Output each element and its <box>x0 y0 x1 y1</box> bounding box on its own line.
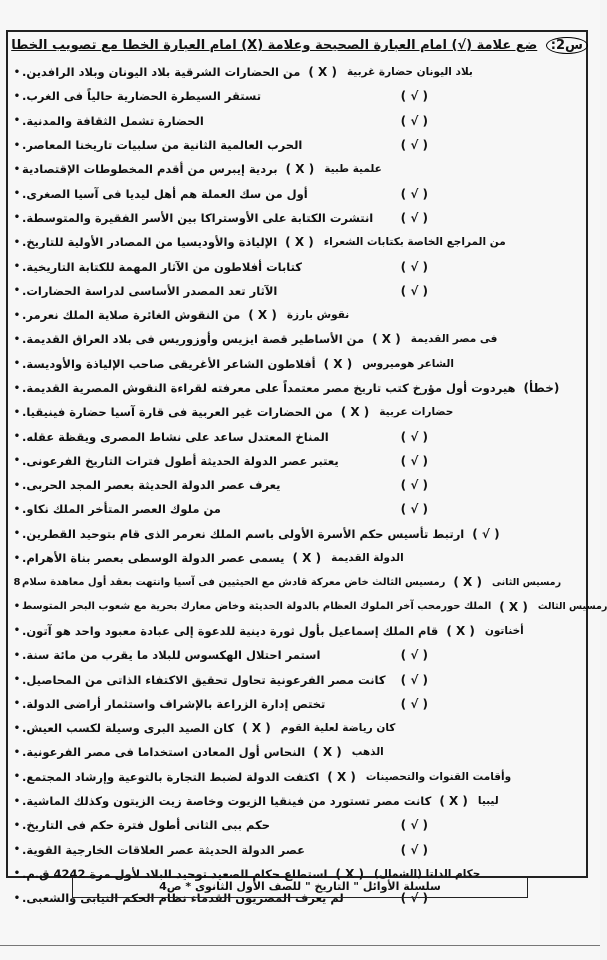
footer-text: سلسلة الأوائل " التاريخ " للصف الأول الثانوى * ص4 <box>159 880 441 893</box>
statement-text: هيردوت أول مؤرخ كتب تاريخ مصر معتمداً على معرفته لقراءة النقوش المصرية القديمة. <box>22 381 516 395</box>
statement-row <box>12 667 584 691</box>
statement-row <box>12 424 584 448</box>
statement-text: أفلاطون الشاعر الأغريقى صاحب الإلياذة والأوديسة. <box>22 356 316 371</box>
answer-mark: ( X ) <box>242 721 271 736</box>
bullet-icon: • <box>13 844 21 856</box>
bullet-icon: • <box>13 771 21 783</box>
bullet-icon: • <box>13 479 21 491</box>
answer-mark: ( X ) <box>340 405 370 420</box>
statement-row <box>12 449 584 473</box>
statement-row <box>12 716 584 740</box>
bullet-icon: • <box>13 358 21 370</box>
statement-text: اكتفت الدولة لضبط التجارة بالتوعية وإرشاد المجتمع. <box>22 769 320 784</box>
answer-mark: ( X ) <box>323 356 353 371</box>
bullet-icon: • <box>13 649 21 661</box>
statement-text: عصر الدولة الحديثة عصر العلاقات الخارجية القوية. <box>22 842 305 857</box>
bullet-icon: • <box>13 406 21 418</box>
answer-mark: ( X ) <box>327 769 356 784</box>
statement-text: الآثار تعد المصدر الأساسى لدراسة الحضارات. <box>22 283 278 298</box>
statement-row <box>12 643 584 667</box>
bullet-icon: • <box>13 746 21 758</box>
correction-text: وأقامت القنوات والتحصينات <box>365 770 512 783</box>
statement-row <box>12 740 584 764</box>
correction-text: كان رياضة لعلية القوم <box>280 722 396 735</box>
statement-text: كتابات أفلاطون من الآثار المهمة للكتابة التاريخية. <box>22 259 302 274</box>
bullet-icon: • <box>13 115 21 127</box>
answer-mark: ( X ) <box>453 575 482 590</box>
statement-text: رمسيس الثالث خاض معركة قادش مع الحيثيين فى آسيا وانتهت بعقد أول معاهدة سلام <box>22 576 446 588</box>
statement-row <box>12 400 584 424</box>
statement-row <box>12 522 584 546</box>
statement-row <box>12 376 584 400</box>
statement-row <box>12 279 584 303</box>
bullet-icon: • <box>13 892 21 904</box>
statement-text: من الأساطير قصة ايزيس وأوزوريس فى بلاد العراق القديمة. <box>22 332 365 347</box>
bullet-icon: • <box>13 868 21 880</box>
statement-row <box>12 206 584 230</box>
statement-text: بردية إيبرس من أقدم المخطوطات الإقتصادية <box>22 162 278 177</box>
statement-row <box>12 352 584 376</box>
answer-mark: ( √ ) <box>400 113 428 128</box>
bullet-icon: • <box>13 674 21 686</box>
bullet-icon: • <box>13 503 21 515</box>
statement-row <box>12 595 607 619</box>
statement-row <box>12 619 584 643</box>
answer-mark: ( X ) <box>439 794 468 809</box>
statement-text: حكم ببى الثانى أطول فترة حكم فى التاريخ. <box>22 818 271 833</box>
question-title <box>8 34 588 58</box>
statement-text: الملك حورمحب آخر الملوك العظام بالدولة الحديثة وخاض معارك بحرية مع شعوب البحر المتوسط <box>22 601 492 613</box>
statement-row <box>12 473 584 497</box>
bullet-icon: • <box>13 698 21 710</box>
correction-text: رمسيس الثالث <box>537 601 607 613</box>
bullet-icon: • <box>13 552 21 564</box>
bullet-icon: • <box>13 212 21 224</box>
statement-text: تستقر السيطرة الحضارية حالياً فى الغرب. <box>22 89 262 104</box>
statement-text: الإلياذة والأوديسيا من المصادر الأولية للتاريخ. <box>22 235 278 250</box>
statement-text: استمر احتلال الهكسوس للبلاد ما يقرب من مائة سنة. <box>22 648 321 663</box>
bullet-icon: • <box>13 139 21 151</box>
statement-row <box>12 813 584 837</box>
answer-mark: ( √ ) <box>400 453 428 468</box>
bullet-icon: • <box>13 431 21 443</box>
answer-mark: ( √ ) <box>400 818 428 833</box>
answer-mark: ( X ) <box>335 866 365 881</box>
statement-text: من النقوش الغائرة صلاية الملك نعرمر. <box>22 308 241 323</box>
statement-text: استطاع حكام الصعيد توحيد البلاد لأول مرة 4242 ق.م. <box>22 866 328 881</box>
correction-text: الذهب <box>351 746 384 759</box>
correction-text: الشاعر هوميروس <box>362 357 454 370</box>
correction-text: الدولة القديمة <box>331 552 404 565</box>
answer-mark: ( √ ) <box>400 842 428 857</box>
correction-text: بلاد اليونان حضارة غربية <box>346 66 473 79</box>
statement-row <box>12 84 584 108</box>
answer-mark: ( √ ) <box>400 186 428 201</box>
correction-text: من المراجع الخاصة بكتابات الشعراء <box>323 236 506 249</box>
bullet-icon: • <box>13 455 21 467</box>
statement-text: أول من سك العملة هم أهل ليديا فى آسيا الصغرى. <box>22 186 308 201</box>
bullet-icon: • <box>13 90 21 102</box>
bullet-icon: 8 <box>13 576 21 588</box>
statement-row <box>12 230 584 254</box>
answer-mark: ( √ ) <box>400 696 428 711</box>
question-number: س2: <box>546 37 588 54</box>
bullet-icon: • <box>13 333 21 345</box>
bullet-icon: • <box>13 188 21 200</box>
answer-mark: ( √ ) <box>400 672 428 687</box>
statement-text: كانت مصر الفرعونية تحاول تحقيق الاكتفاء الذاتى من المحاصيل. <box>22 672 386 687</box>
answer-mark: ( √ ) <box>400 891 428 906</box>
answer-mark: ( √ ) <box>400 502 428 517</box>
statement-row <box>12 546 584 570</box>
bullet-icon: • <box>13 601 21 613</box>
bullet-icon: • <box>13 66 21 78</box>
statement-text: يعتبر عصر الدولة الحديثة أطول فترات التاريخ الفرعونى. <box>22 453 339 468</box>
answer-mark: ( √ ) <box>400 283 428 298</box>
statement-row <box>12 157 584 181</box>
answer-mark: ( √ ) <box>400 210 428 225</box>
statement-row <box>12 109 584 133</box>
statement-row <box>12 133 584 157</box>
statement-text: انتشرت الكتابة على الأوستراكا بين الأسر الفقيرة والمتوسطة. <box>22 210 374 225</box>
answer-mark: ( √ ) <box>400 648 428 663</box>
statement-text: المناخ المعتدل ساعد على نشاط المصرى ويقظة عقله. <box>22 429 329 444</box>
answer-mark: ( X ) <box>285 235 314 250</box>
page-edge-divider <box>0 945 600 946</box>
statement-row <box>12 570 584 594</box>
bullet-icon: • <box>13 261 21 273</box>
correction-text: علمية طبية <box>324 163 382 176</box>
correction-text: حكام الدلتا (الشمال) <box>374 867 481 880</box>
answer-mark: ( X ) <box>292 551 322 566</box>
statement-text: الحضارة تشمل الثقافة والمدنية. <box>22 113 204 128</box>
statement-text: يسمى عصر الدولة الوسطى بعصر بناة الأهرام. <box>22 551 285 566</box>
statement-row <box>12 327 584 351</box>
bullet-icon: • <box>13 382 21 394</box>
bullet-icon: • <box>13 285 21 297</box>
statement-text: النحاس أول المعادن استخداما فى مصر الفرعونية. <box>22 745 306 760</box>
answer-mark: (خطأ) <box>523 381 560 395</box>
statement-row <box>12 692 584 716</box>
statement-text: الحرب العالمية الثانية من سلبيات تاريخنا المعاصر. <box>22 138 303 153</box>
answer-mark: ( X ) <box>446 623 475 638</box>
correction-text: فى مصر القديمة <box>410 333 498 346</box>
statement-row <box>12 497 584 521</box>
statement-text: قام الملك إسماعيل بأول ثورة دينية للدعوة إلى عبادة معبود واحد هو آتون. <box>22 623 439 638</box>
bullet-icon: • <box>13 236 21 248</box>
statement-row <box>12 303 584 327</box>
bullet-icon: • <box>13 528 21 540</box>
correction-text: ليبيا <box>477 795 499 808</box>
correction-text: رمسيس الثانى <box>491 576 562 588</box>
correction-text: حضارات عربية <box>379 406 454 419</box>
answer-mark: ( X ) <box>248 308 277 323</box>
bullet-icon: • <box>13 163 21 175</box>
bullet-icon: • <box>13 795 21 807</box>
statement-text: من ملوك العصر المتأخر الملك نكاو. <box>22 502 221 517</box>
bullet-icon: • <box>13 309 21 321</box>
statement-text: تختص إدارة الزراعة بالإشراف واستثمار أراضى الدولة. <box>22 696 326 711</box>
statement-text: كانت مصر تستورد من فينقيا الزيوت وخاصة زيت الزيتون وكذلك الماشية. <box>22 794 432 809</box>
bullet-icon: • <box>13 819 21 831</box>
answer-mark: ( X ) <box>372 332 401 347</box>
statement-text: لم يعرف المصريون القدماء نظام الحكم النيابى والشعبى. <box>22 891 344 906</box>
statement-text: من الحضارات غير العربية فى قارة آسيا حضارة فينيقيا. <box>22 405 333 420</box>
bullet-icon: • <box>13 722 21 734</box>
answer-mark: ( X ) <box>313 745 342 760</box>
statement-row <box>12 838 584 862</box>
statement-row <box>12 60 584 84</box>
statement-row <box>12 765 584 789</box>
answer-mark: ( √ ) <box>400 478 428 493</box>
page-footer <box>72 876 528 898</box>
answer-mark: ( √ ) <box>400 89 428 104</box>
answer-mark: ( X ) <box>285 162 315 177</box>
statement-text: كان الصيد البرى وسيلة لكسب العيش. <box>22 721 235 736</box>
answer-mark: ( √ ) <box>400 429 428 444</box>
bullet-icon: • <box>13 625 21 637</box>
statement-row <box>12 181 584 205</box>
statement-text: يعرف عصر الدولة الحديثة بعصر المجد الحربى. <box>22 478 281 493</box>
answer-mark: ( √ ) <box>400 138 428 153</box>
question-instruction: ضع علامة (√) امام العبارة الصحيحة وعلامة (X) امام العبارة الخطا مع تصويب الخطا <box>11 38 538 53</box>
answer-mark: ( X ) <box>308 65 337 80</box>
statement-text: من الحضارات الشرقية بلاد اليونان وبلاد الرافدين. <box>22 65 301 80</box>
answer-mark: ( √ ) <box>400 259 428 274</box>
correction-text: نقوش بارزة <box>286 309 350 322</box>
correction-text: أخناتون <box>484 624 524 637</box>
statement-row <box>12 254 584 278</box>
statement-text: ارتبط تأسيس حكم الأسرة الأولى باسم الملك نعرمر الذى قام بتوحيد القطرين. <box>22 526 465 541</box>
statement-row <box>12 789 584 813</box>
answer-mark: ( X ) <box>499 599 528 614</box>
statements-list <box>12 60 607 910</box>
answer-mark: ( √ ) <box>472 526 500 541</box>
